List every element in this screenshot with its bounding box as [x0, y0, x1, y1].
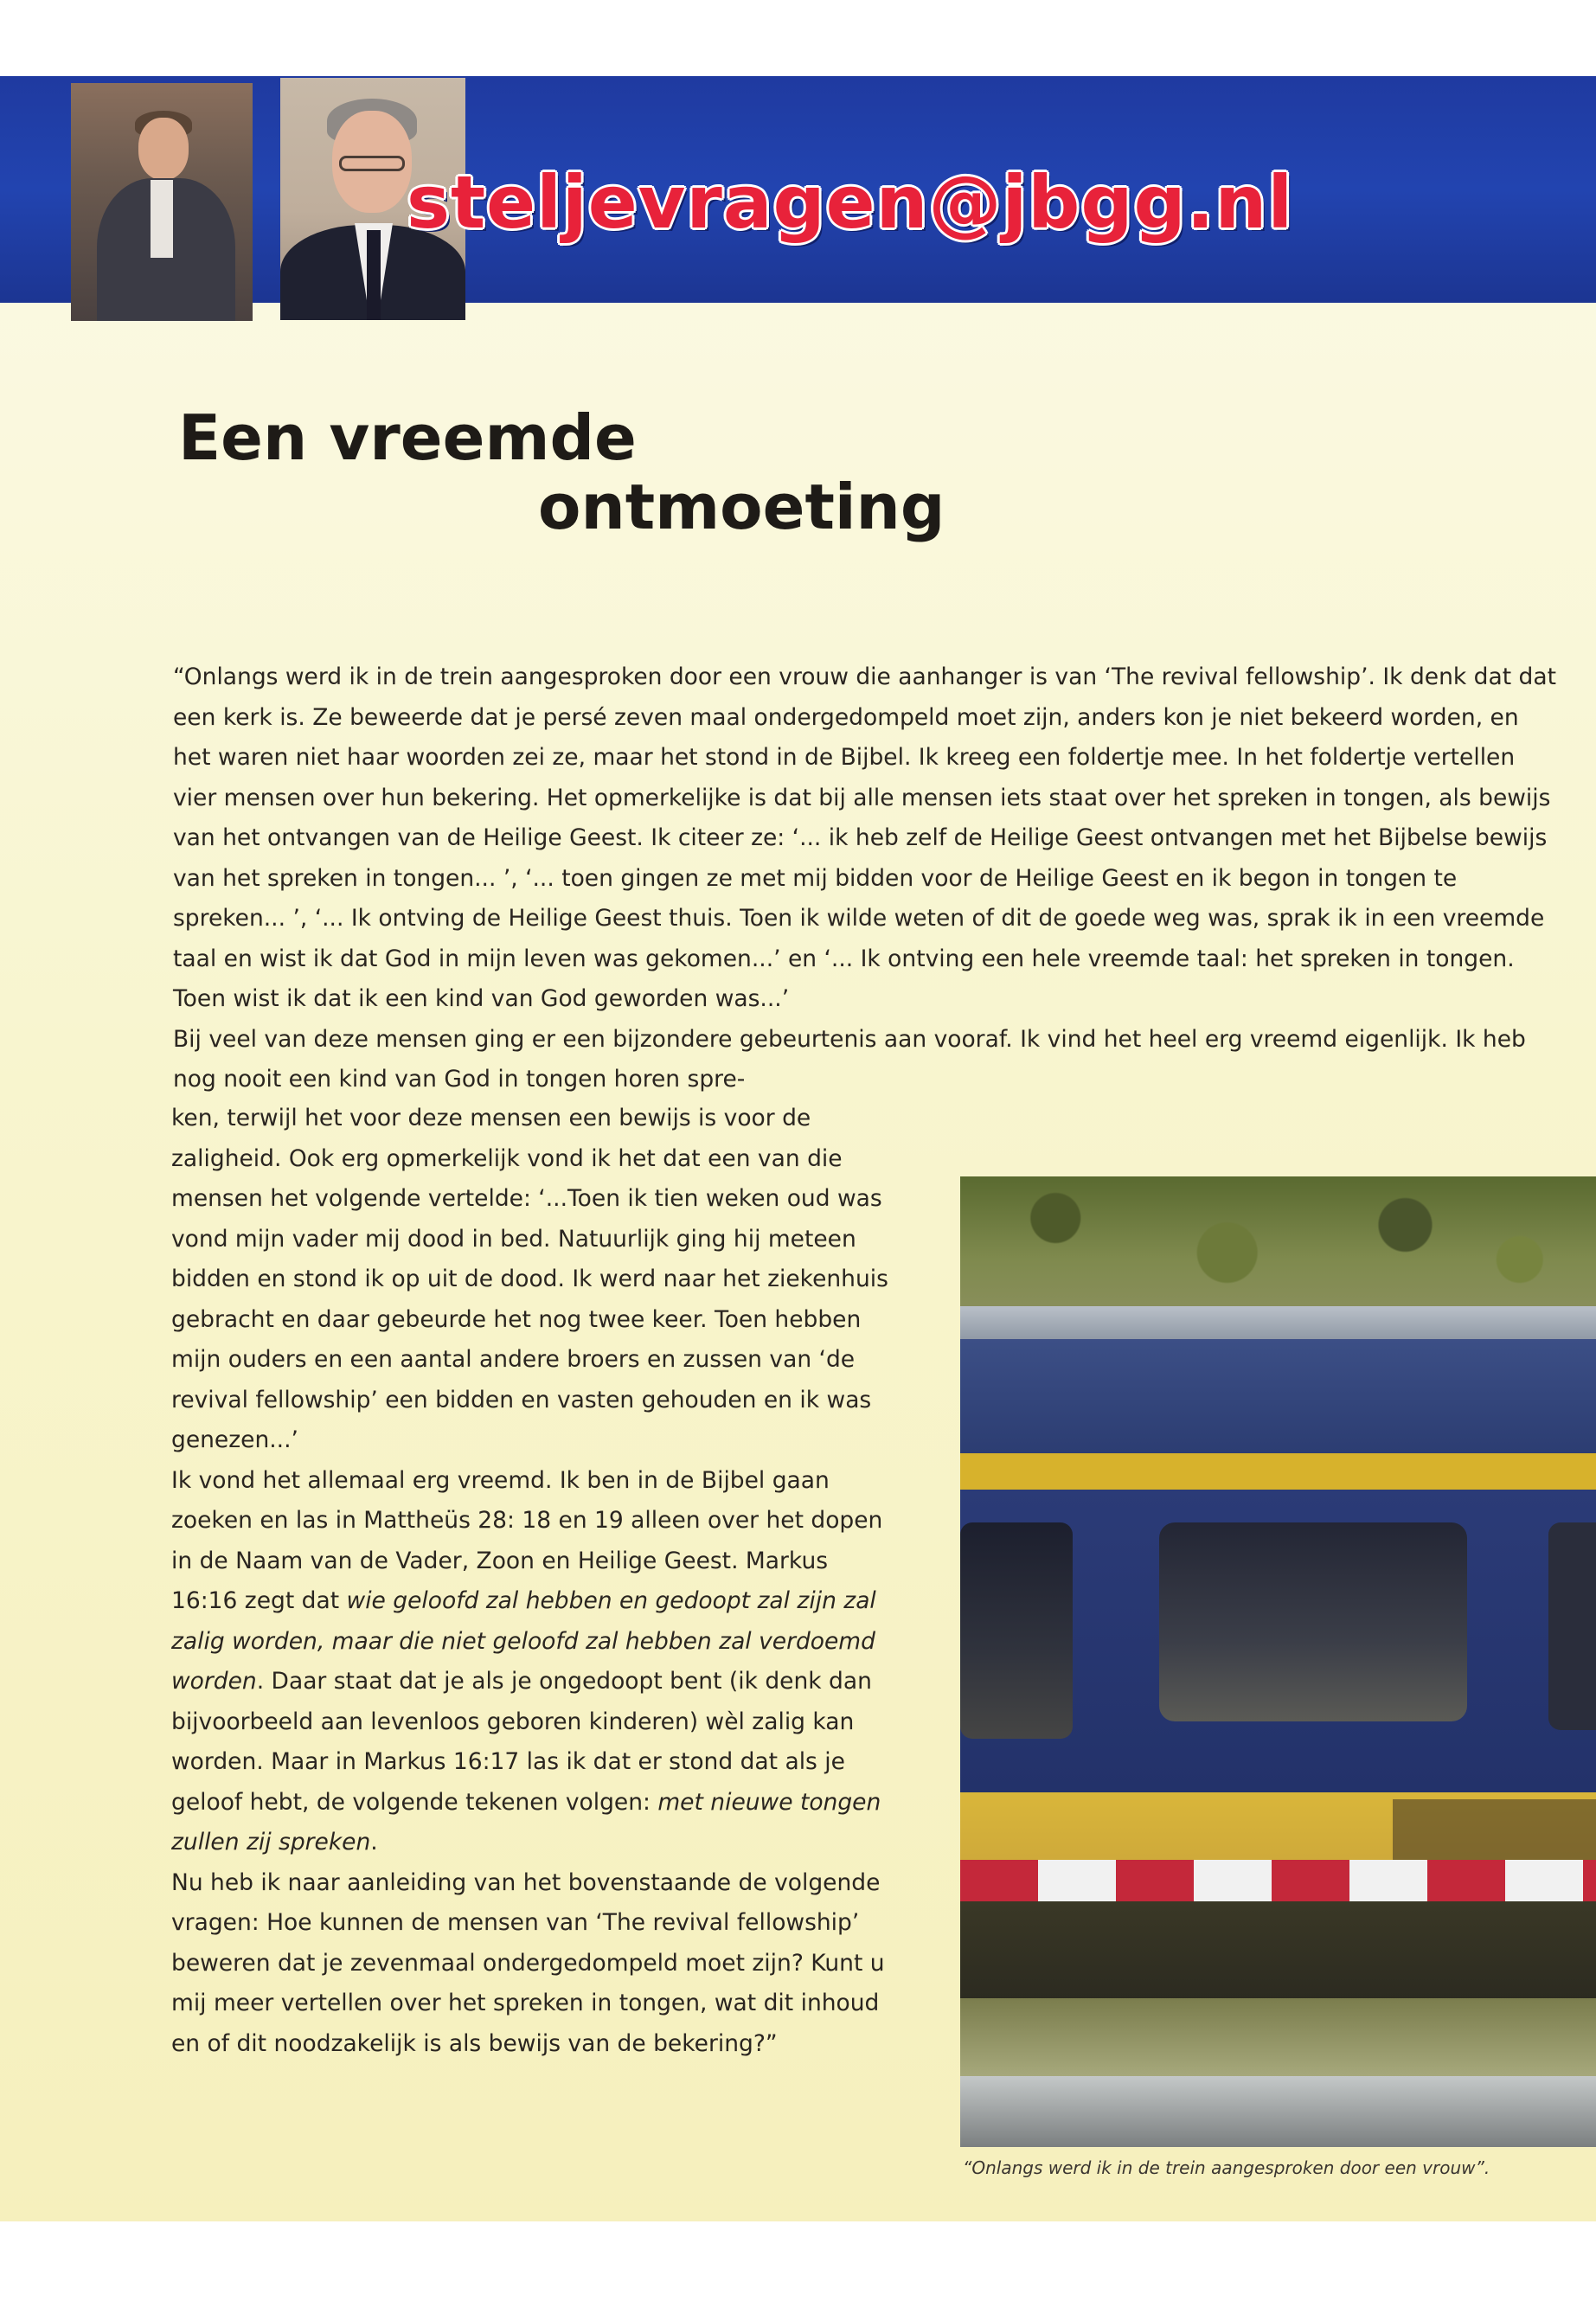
text-run: . Daar staat dat je als je ongedoopt bent (ik denk dan bijvoorbeeld aan levenloos geboren kinderen) wèl zalig kan worden. Maar in Markus 16:17 las ik dat er stond dat als je geloof hebt, de volgende tekenen volgen: — [171, 1668, 872, 1816]
photo-caption: “Onlangs werd ik in de trein aangesproken door een vrouw”. — [963, 2157, 1490, 2178]
article-body-full — [173, 657, 1557, 1100]
scripture-quote: met nieuwe tongen zullen zij spreken — [171, 1788, 881, 1856]
text-run: . — [370, 1829, 378, 1856]
paragraph — [171, 1461, 891, 1863]
paragraph: ken, terwijl het voor deze mensen een bewijs is voor de zaligheid. Ook erg opmerkelijk vond ik het dat een van die mensen het volgende vertelde: ‘...Toen ik tien weken oud was vond mijn vader mij dood in bed. Natuurlijk ging hij meteen bidden en stond ik op uit de dood. Ik werd naar het ziekenhuis gebracht en daar gebeurde het nog twee keer. Toen hebben mijn ouders en een aantal andere broers en zussen van ‘de revival fellowship’ een bidden en vasten gehouden en ik was genezen...’ — [171, 1105, 888, 1453]
email-address-heading[interactable]: steljevragen@jbgg.nl — [407, 160, 1294, 245]
paragraph: Bij veel van deze mensen ging er een bijzondere gebeurtenis aan vooraf. Ik vind het heel erg vreemd eigenlijk. Ik heb nog nooit een kind van God in tongen horen spre- — [173, 1025, 1526, 1093]
train-photo — [960, 1176, 1596, 2147]
scripture-quote: wie geloofd zal hebben en gedoopt zal zijn zal zalig worden, maar die niet geloofd zal hebben zal verdoemd worden — [171, 1587, 876, 1695]
article-title-line-2: ontmoeting — [538, 471, 945, 543]
paragraph: Nu heb ik naar aanleiding van het bovenstaande de volgende vragen: Hoe kunnen de mensen van ‘The revival fellowship’ beweren dat je zevenmaal ondergedompeld moet zijn? Kunt u mij meer vertellen over het spreken in tongen, wat dit inhoud en of dit noodzakelijk is als bewijs van de bekering?” — [171, 1868, 885, 2057]
text-run: Ik vond het allemaal erg vreemd. Ik ben in de Bijbel gaan zoeken en las in Mattheüs 28: 18 en 19 alleen over het dopen in de Naam van de Vader, Zoon en Heilige Geest. Markus 16:16 zegt dat — [171, 1466, 883, 1614]
article-title-line-1: Een vreemde — [178, 401, 637, 474]
article-body-column — [171, 1099, 891, 2064]
speaker-photo — [71, 83, 253, 321]
paragraph: “Onlangs werd ik in de trein aangesproken door een vrouw die aanhanger is van ‘The revival fellowship’. Ik denk dat dat een kerk is. Ze beweerde dat je persé zeven maal ondergedompeld moet zijn, anders kon je niet bekeerd worden, en het waren niet haar woorden zei ze, maar het stond in de Bijbel. Ik kreeg een foldertje mee. In het foldertje vertellen vier mensen over hun bekering. Het opmerkelijke is dat bij alle mensen iets staat over het spreken in tongen, als bewijs van het ontvangen van de Heilige Geest. Ik citeer ze: ‘... ik heb zelf de Heilige Geest ontvangen met het Bijbelse bewijs van het spreken in tongen... ’, ‘... toen gingen ze met mij bidden voor de Heilige Geest en ik begon in tongen te spreken... ’, ‘... Ik ontving de Heilige Geest thuis. Toen ik wilde weten of dit de goede weg was, sprak ik in een vreemde taal en wist ik dat God in mijn leven was gekomen...’ en ‘... Ik ontving een hele vreemde taal: het spreken in tongen. Toen wist ik dat ik een kind van God geworden was...’ — [173, 663, 1556, 1012]
crossing-barrier — [960, 1860, 1596, 1901]
